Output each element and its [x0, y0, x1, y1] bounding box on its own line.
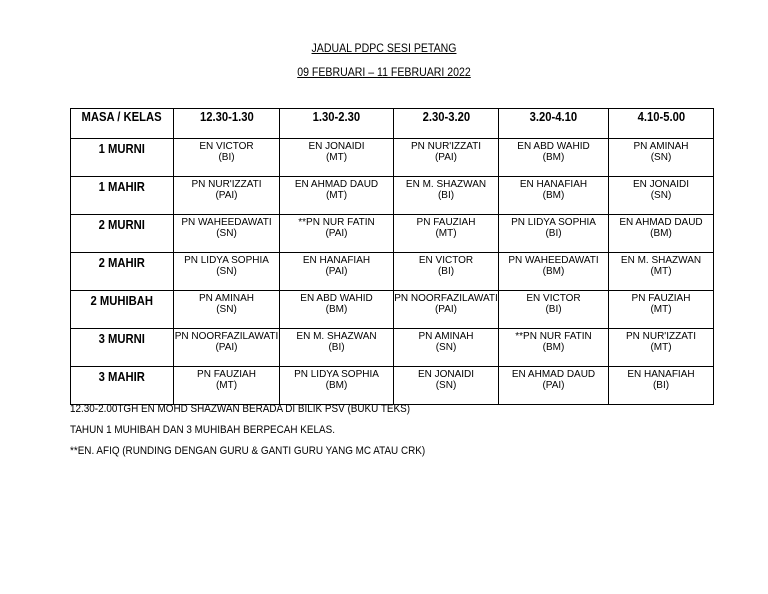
- class-label: 2 MAHIR: [71, 253, 174, 291]
- teacher-name: EN HANAFIAH: [627, 369, 695, 380]
- schedule-cell: [394, 215, 499, 253]
- subject-code: (BM): [650, 228, 672, 239]
- teacher-name: EN AHMAD DAUD: [511, 369, 596, 380]
- table-row: [71, 215, 714, 253]
- teacher-name: PN AMINAH: [633, 141, 689, 152]
- subject-code: (PAI): [434, 152, 458, 163]
- class-label: 1 MAHIR: [71, 177, 174, 215]
- schedule-cell: [174, 215, 280, 253]
- subject-code: (SN): [650, 190, 672, 201]
- subject-code: (BM): [542, 190, 565, 201]
- schedule-cell: [499, 253, 609, 291]
- schedule-cell: [499, 329, 609, 367]
- schedule-cell: [280, 177, 394, 215]
- teacher-name: EN JONAIDI: [632, 179, 690, 190]
- teacher-name: EN HANAFIAH: [302, 255, 371, 266]
- subject-code: (PAI): [434, 304, 458, 315]
- subject-code: (BM): [325, 380, 348, 391]
- schedule-cell: [280, 139, 394, 177]
- time-header: 1.30-2.30: [280, 109, 394, 139]
- class-label: 1 MURNI: [71, 139, 174, 177]
- schedule-cell: [394, 253, 499, 291]
- teacher-name: PN NUR'IZZATI: [625, 331, 697, 342]
- time-header: 12.30-1.30: [174, 109, 280, 139]
- schedule-cell: [499, 215, 609, 253]
- class-label: 2 MUHIBAH: [71, 291, 174, 329]
- schedule-cell: [609, 329, 714, 367]
- schedule-cell: [609, 177, 714, 215]
- schedule-cell: [174, 139, 280, 177]
- table-row: [71, 253, 714, 291]
- subject-code: (BM): [542, 266, 565, 277]
- time-header: 2.30-3.20: [394, 109, 499, 139]
- schedule-cell: [280, 253, 394, 291]
- teacher-name: EN M. SHAZWAN: [296, 331, 377, 342]
- teacher-name: PN LIDYA SOPHIA: [184, 255, 269, 266]
- schedule-cell: [280, 329, 394, 367]
- subject-code: (BI): [218, 152, 235, 163]
- class-label: 3 MAHIR: [71, 367, 174, 405]
- schedule-cell: [499, 367, 609, 405]
- note-line: **EN. AFIQ (RUNDING DENGAN GURU & GANTI GURU YANG MC ATAU CRK): [70, 445, 426, 457]
- schedule-cell: [394, 177, 499, 215]
- subject-code: (BI): [437, 190, 455, 201]
- class-label: 3 MURNI: [71, 329, 174, 367]
- header-row: [71, 109, 714, 139]
- teacher-name: PN FAUZIAH: [631, 293, 691, 304]
- subject-code: (MT): [650, 266, 672, 277]
- subject-code: (BI): [545, 304, 562, 315]
- subject-code: (BI): [545, 228, 562, 239]
- schedule-cell: [609, 291, 714, 329]
- subject-code: (BI): [652, 380, 670, 391]
- teacher-name: EN ABD WAHID: [517, 141, 590, 152]
- teacher-name: EN VICTOR: [418, 255, 474, 266]
- schedule-cell: [174, 329, 280, 367]
- schedule-cell: [394, 329, 499, 367]
- teacher-name: PN NUR'IZZATI: [191, 179, 262, 190]
- schedule-cell: [174, 177, 280, 215]
- teacher-name: EN VICTOR: [526, 293, 581, 304]
- teacher-name: EN JONAIDI: [308, 141, 365, 152]
- schedule-cell: [609, 139, 714, 177]
- teacher-name: PN NOORFAZILAWATI: [174, 331, 279, 342]
- teacher-name: PN FAUZIAH: [416, 217, 476, 228]
- subject-code: (SN): [216, 228, 237, 239]
- subject-code: (PAI): [542, 380, 565, 391]
- teacher-name: PN NUR'IZZATI: [410, 141, 482, 152]
- schedule-cell: [499, 291, 609, 329]
- schedule-cell: [174, 291, 280, 329]
- teacher-name: EN M. SHAZWAN: [620, 255, 702, 266]
- table-row: [71, 139, 714, 177]
- subject-code: (SN): [216, 304, 237, 315]
- teacher-name: EN AHMAD DAUD: [619, 217, 703, 228]
- page-title: JADUAL PDPC SESI PETANG: [311, 41, 457, 55]
- time-header: 4.10-5.00: [609, 109, 714, 139]
- schedule-cell: [609, 253, 714, 291]
- teacher-name: PN NOORFAZILAWATI: [394, 293, 498, 304]
- time-header: 3.20-4.10: [499, 109, 609, 139]
- teacher-name: EN HANAFIAH: [519, 179, 588, 190]
- schedule-table: [70, 108, 714, 405]
- note-line: 12.30-2.00TGH EN MOHD SHAZWAN BERADA DI BILIK PSV (BUKU TEKS): [70, 403, 410, 415]
- subject-code: (SN): [650, 152, 672, 163]
- teacher-name: EN JONAIDI: [417, 369, 475, 380]
- subject-code: (PAI): [215, 190, 238, 201]
- subject-code: (BI): [328, 342, 345, 353]
- teacher-name: EN AHMAD DAUD: [294, 179, 379, 190]
- teacher-name: EN VICTOR: [199, 141, 254, 152]
- subject-code: (MT): [650, 304, 672, 315]
- page-subtitle: 09 FEBRUARI – 11 FEBRUARI 2022: [297, 65, 471, 79]
- subject-code: (PAI): [325, 228, 348, 239]
- note-line: TAHUN 1 MUHIBAH DAN 3 MUHIBAH BERPECAH KELAS.: [70, 424, 335, 436]
- subject-code: (MT): [435, 228, 457, 239]
- schedule-cell: [174, 253, 280, 291]
- table-row: [71, 329, 714, 367]
- notes: [70, 399, 465, 462]
- teacher-name: PN LIDYA SOPHIA: [511, 217, 596, 228]
- subject-code: (SN): [435, 380, 457, 391]
- teacher-name: **PN NUR FATIN: [298, 217, 375, 228]
- teacher-name: PN AMINAH: [198, 293, 254, 304]
- teacher-name: PN AMINAH: [418, 331, 474, 342]
- teacher-name: PN WAHEEDAWATI: [508, 255, 599, 266]
- teacher-name: PN LIDYA SOPHIA: [294, 369, 379, 380]
- table-row: [71, 291, 714, 329]
- subject-code: (MT): [215, 380, 238, 391]
- schedule-cell: [394, 291, 499, 329]
- teacher-name: PN FAUZIAH: [197, 369, 256, 380]
- subject-code: (BM): [325, 304, 348, 315]
- subject-code: (PAI): [215, 342, 238, 353]
- teacher-name: PN WAHEEDAWATI: [181, 217, 272, 228]
- schedule-cell: [499, 139, 609, 177]
- subject-code: (MT): [650, 342, 672, 353]
- schedule-cell: [394, 139, 499, 177]
- schedule-cell: [609, 367, 714, 405]
- table-row: [71, 177, 714, 215]
- subject-code: (PAI): [325, 266, 348, 277]
- schedule-cell: [280, 291, 394, 329]
- schedule-cell: [499, 177, 609, 215]
- teacher-name: **PN NUR FATIN: [515, 331, 592, 342]
- schedule-cell: [280, 215, 394, 253]
- class-label: 2 MURNI: [71, 215, 174, 253]
- subject-code: (BM): [542, 342, 565, 353]
- corner-header: MASA / KELAS: [71, 109, 174, 139]
- subject-code: (BM): [542, 152, 565, 163]
- teacher-name: EN M. SHAZWAN: [405, 179, 487, 190]
- subject-code: (SN): [216, 266, 237, 277]
- subject-code: (MT): [325, 152, 348, 163]
- subject-code: (BI): [437, 266, 455, 277]
- schedule-cell: [609, 215, 714, 253]
- teacher-name: EN ABD WAHID: [300, 293, 373, 304]
- subject-code: (MT): [325, 190, 348, 201]
- subject-code: (SN): [435, 342, 457, 353]
